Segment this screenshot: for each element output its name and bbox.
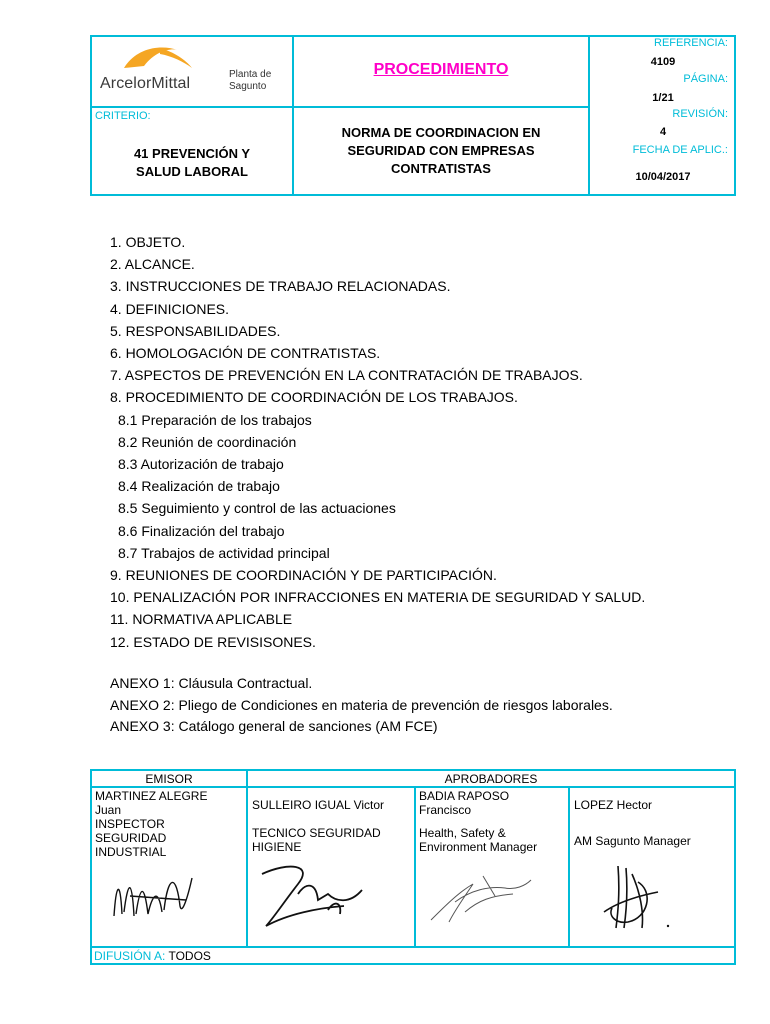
approval-header-line [90, 786, 736, 788]
toc-item: 12. ESTADO DE REVISISONES. [110, 633, 316, 650]
toc-item: 7. ASPECTOS DE PREVENCIÓN EN LA CONTRATACIÓN DE TRABAJOS. [110, 367, 583, 384]
annex-item: ANEXO 1: Cláusula Contractual. [110, 675, 313, 691]
emisor-name-line-1: MARTINEZ ALEGRE [95, 789, 208, 803]
fecha-value: 10/04/2017 [635, 171, 691, 183]
approver-1-role-line-2: HIGIENE [252, 840, 302, 854]
doc-type-title: PROCEDIMIENTO [373, 61, 509, 78]
approver-1-role-line-1: TECNICO SEGURIDAD [252, 826, 381, 840]
table-of-contents [110, 231, 645, 653]
approver-2-signature-icon [425, 866, 535, 926]
document-title [294, 124, 588, 178]
emisor-signature-icon [110, 866, 200, 926]
toc-item: 2. ALCANCE. [110, 256, 195, 273]
approver-3-signature-icon [598, 862, 678, 932]
toc-item: 8. PROCEDIMIENTO DE COORDINACIÓN DE LOS TRABAJOS. [110, 389, 518, 406]
criterio-label: CRITERIO: [95, 110, 151, 122]
toc-item: 1. OBJETO. [110, 234, 186, 250]
approver-2-role-line-1: Health, Safety & [419, 826, 506, 840]
logo-plant-line2: Sagunto [229, 81, 267, 92]
difusion-label: DIFUSIÓN A: [94, 949, 166, 963]
approver-2-name-line-2: Francisco [419, 803, 472, 817]
approver-2-name-line-1: BADIA RAPOSO [419, 789, 510, 803]
revision-value: 4 [659, 126, 667, 138]
title-line-3: CONTRATISTAS [391, 161, 491, 176]
title-line-1: NORMA DE COORDINACION EN [341, 125, 541, 140]
approval-divider-1 [246, 769, 248, 947]
approver-3-role: AM Sagunto Manager [574, 834, 691, 848]
emisor-info [95, 789, 245, 859]
logo-brand-text: ArcelorMittal [100, 75, 191, 92]
approver-2-name [419, 789, 509, 817]
difusion-value: TODOS [168, 949, 211, 963]
toc-subitem: 8.3 Autorización de trabajo [118, 456, 284, 473]
referencia-value: 4109 [650, 56, 676, 68]
approver-1-role [252, 826, 381, 854]
emisor-role-line-3: INDUSTRIAL [95, 845, 167, 859]
emisor-role-line-2: SEGURIDAD [95, 831, 167, 845]
approval-divider-3 [568, 787, 570, 947]
toc-item: 4. DEFINICIONES. [110, 300, 230, 317]
toc-item: 5. RESPONSABILIDADES. [110, 322, 281, 339]
approver-3-name: LOPEZ Hector [574, 798, 653, 812]
fecha-label: FECHA DE APLIC.: [632, 144, 728, 156]
arcelormittal-logo-icon [116, 42, 226, 72]
pagina-value: 1/21 [652, 92, 674, 104]
criterio-line-2: SALUD LABORAL [136, 164, 248, 179]
revision-label: REVISIÓN: [672, 108, 728, 120]
toc-subitem: 8.1 Preparación de los trabajos [118, 411, 312, 428]
annex-list [110, 673, 613, 738]
toc-item: 10. PENALIZACIÓN POR INFRACCIONES EN MATERIA DE SEGURIDAD Y SALUD. [110, 589, 646, 606]
approval-sign-line [90, 946, 736, 948]
aprobadores-header: APROBADORES [444, 772, 538, 786]
approver-2-role [419, 826, 537, 854]
annex-item: ANEXO 3: Catálogo general de sanciones (AM FCE) [110, 718, 438, 734]
toc-item: 11. NORMATIVA APLICABLE [110, 611, 293, 628]
title-line-2: SEGURIDAD CON EMPRESAS [347, 143, 535, 158]
approver-2-role-line-2: Environment Manager [419, 840, 538, 854]
emisor-header: EMISOR [145, 772, 193, 786]
toc-item: 9. REUNIONES DE COORDINACIÓN Y DE PARTICIPACIÓN. [110, 567, 497, 584]
annex-item: ANEXO 2: Pliego de Condiciones en materia de prevención de riesgos laborales. [110, 696, 613, 713]
approver-1-signature-icon [258, 860, 378, 930]
pagina-label: PÁGINA: [683, 73, 728, 85]
criterio-line-1: 41 PREVENCIÓN Y [133, 146, 251, 161]
toc-item: 3. INSTRUCCIONES DE TRABAJO RELACIONADAS. [110, 278, 451, 295]
logo-plant-line1: Planta de [229, 69, 272, 80]
approver-1-name: SULLEIRO IGUAL Victor [252, 798, 385, 812]
toc-subitem: 8.4 Realización de trabajo [118, 478, 280, 495]
toc-subitem: 8.6 Finalización del trabajo [118, 522, 285, 539]
difusion-row [94, 949, 211, 963]
emisor-name-line-2: Juan [95, 803, 122, 817]
header-hline-left [90, 106, 294, 108]
toc-item: 6. HOMOLOGACIÓN DE CONTRATISTAS. [110, 345, 381, 362]
criterio-value [94, 145, 290, 181]
company-logo [96, 42, 288, 102]
referencia-label: REFERENCIA: [654, 37, 728, 49]
toc-subitem: 8.7 Trabajos de actividad principal [118, 544, 330, 561]
toc-subitem: 8.5 Seguimiento y control de las actuaciones [118, 500, 396, 517]
emisor-role-line-1: INSPECTOR [95, 817, 165, 831]
toc-subitem: 8.2 Reunión de coordinación [118, 433, 297, 450]
header-hline-mid [292, 106, 590, 108]
approval-divider-2 [414, 787, 416, 947]
